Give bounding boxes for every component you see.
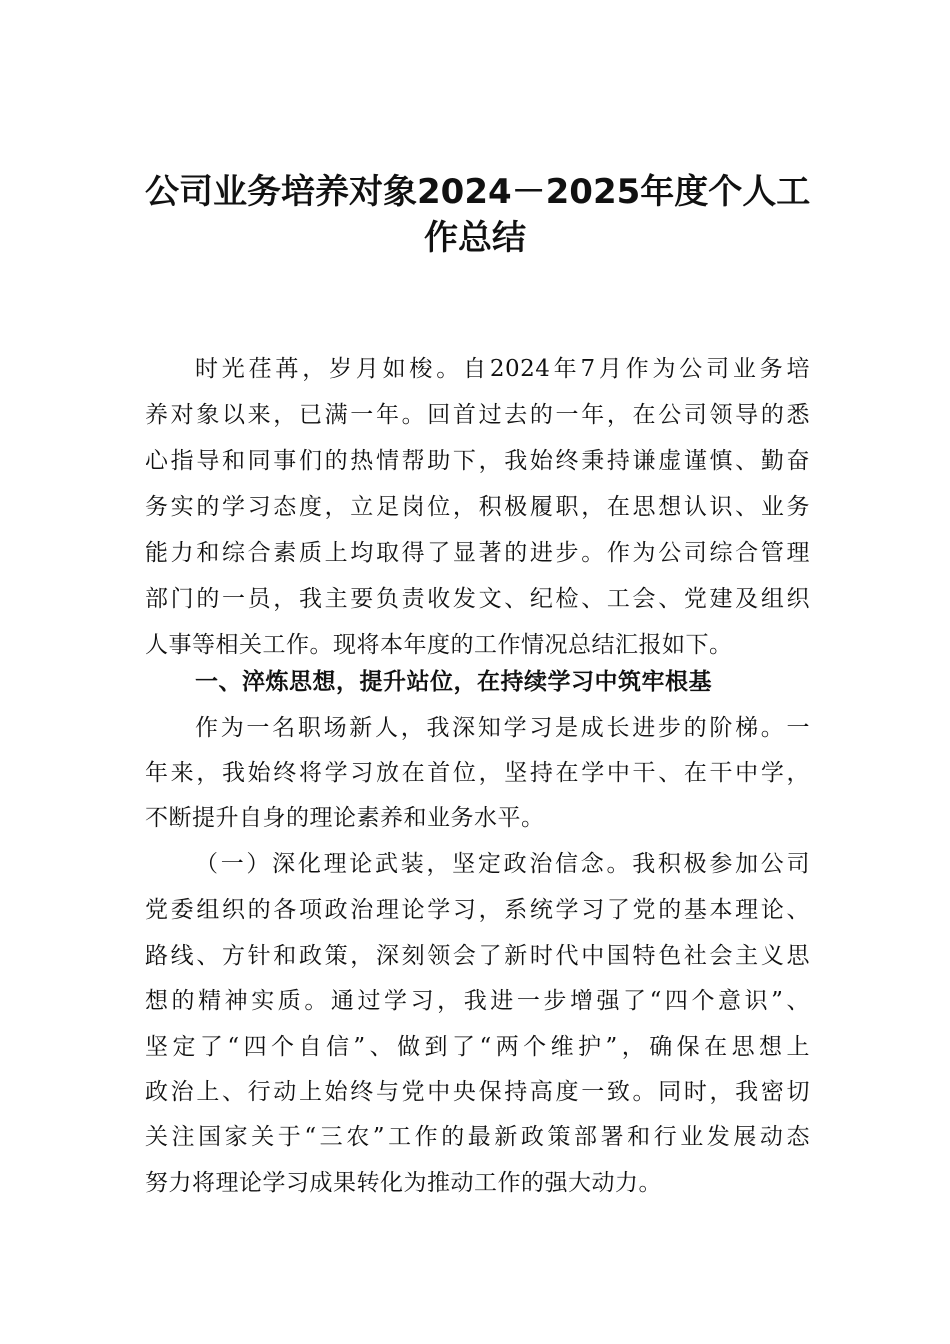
- paragraph-1-line: 心指导和同事们的热情帮助下，我始终秉持谦虚谨慎、勤奋: [145, 448, 810, 474]
- paragraph-3-first-line-text: 我积极参加公司: [632, 851, 811, 877]
- paragraph-3-line: 政治上、行动上始终与党中央保持高度一致。同时，我密切: [145, 1079, 810, 1105]
- paragraph-1-line: 务实的学习态度，立足岗位，积极履职，在思想认识、业务: [145, 494, 810, 520]
- paragraph-2-line: 不断提升自身的理论素养和业务水平。: [145, 805, 545, 831]
- paragraph-1-line: 时光荏苒，岁月如梭。自2024年7月作为公司业务培: [195, 356, 810, 382]
- document-title-line-1: 公司业务培养对象2024－2025年度个人工: [145, 172, 811, 212]
- paragraph-1-line: 部门的一员，我主要负责收发文、纪检、工会、党建及组织: [145, 586, 810, 612]
- paragraph-1-line: 人事等相关工作。现将本年度的工作情况总结汇报如下。: [145, 632, 733, 658]
- paragraph-2-line: 年来，我始终将学习放在首位，坚持在学中干、在干中学，: [145, 760, 810, 786]
- paragraph-3-line: 路线、方针和政策，深刻领会了新时代中国特色社会主义思: [145, 943, 810, 969]
- section-heading-1: 一、淬炼思想，提升站位，在持续学习中筑牢根基: [195, 669, 712, 695]
- paragraph-3-line: 想的精神实质。通过学习，我进一步增强了“四个意识”、: [145, 988, 810, 1014]
- paragraph-2-line: 作为一名职场新人，我深知学习是成长进步的阶梯。一: [195, 715, 810, 741]
- paragraph-3-first-line: [195, 849, 810, 879]
- subsection-heading-1: （一）深化理论武装，坚定政治信念。: [195, 851, 633, 877]
- paragraph-1-line: 养对象以来，已满一年。回首过去的一年，在公司领导的悉: [145, 402, 810, 428]
- paragraph-1-line: 能力和综合素质上均取得了显著的进步。作为公司综合管理: [145, 540, 810, 566]
- document-title-line-2: 作总结: [424, 218, 526, 258]
- paragraph-3-line: 努力将理论学习成果转化为推动工作的强大动力。: [145, 1170, 662, 1196]
- paragraph-3-line: 党委组织的各项政治理论学习，系统学习了党的基本理论、: [145, 897, 810, 923]
- paragraph-3-line: 关注国家关于“三农”工作的最新政策部署和行业发展动态: [145, 1124, 810, 1150]
- paragraph-3-line: 坚定了“四个自信”、做到了“两个维护”，确保在思想上: [145, 1034, 810, 1060]
